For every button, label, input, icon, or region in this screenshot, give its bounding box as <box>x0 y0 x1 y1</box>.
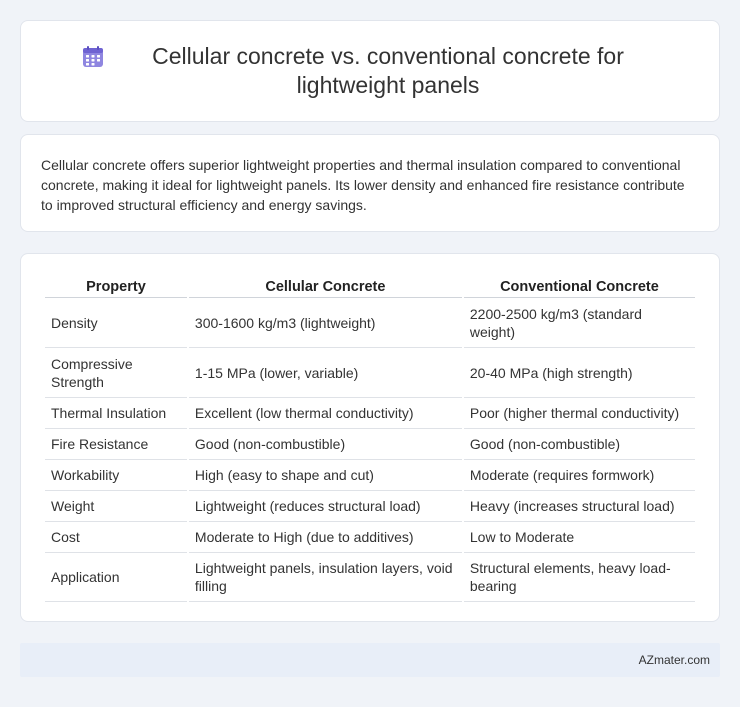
title-card <box>20 20 720 122</box>
summary-text: Cellular concrete offers superior lightweight properties and thermal insulation compared to conventional concrete, making it ideal for lightweight panels. Its lower density and enhanced fire resistance contribute to improved structural efficiency and energy savings. <box>41 157 685 213</box>
table-row <box>45 348 695 398</box>
table-cell: Moderate to High (due to additives) <box>189 522 462 553</box>
summary-card <box>20 134 720 232</box>
comparison-table <box>43 274 697 602</box>
header-cellular: Cellular Concrete <box>189 274 462 298</box>
footer-brand-link[interactable]: AZmater.com <box>638 653 710 667</box>
footer <box>20 643 720 677</box>
table-row <box>45 553 695 602</box>
header-conventional: Conventional Concrete <box>464 274 695 298</box>
title-wrap <box>81 42 659 100</box>
comparison-table-card <box>20 253 720 622</box>
table-row <box>45 429 695 460</box>
header-property: Property <box>45 274 187 298</box>
table-cell: 2200-2500 kg/m3 (standard weight) <box>464 298 695 348</box>
table-cell: Good (non-combustible) <box>464 429 695 460</box>
table-cell: Thermal Insulation <box>45 398 187 429</box>
table-cell: 20-40 MPa (high strength) <box>464 348 695 398</box>
calendar-icon <box>81 45 105 69</box>
table-row <box>45 522 695 553</box>
table-header-row <box>45 274 695 298</box>
table-cell: Excellent (low thermal conductivity) <box>189 398 462 429</box>
table-row <box>45 491 695 522</box>
table-row <box>45 398 695 429</box>
table-cell: Structural elements, heavy load-bearing <box>464 553 695 602</box>
table-cell: Heavy (increases structural load) <box>464 491 695 522</box>
table-cell: Weight <box>45 491 187 522</box>
table-cell: Low to Moderate <box>464 522 695 553</box>
table-cell: Poor (higher thermal conductivity) <box>464 398 695 429</box>
table-cell: Moderate (requires formwork) <box>464 460 695 491</box>
table-cell: Fire Resistance <box>45 429 187 460</box>
table-cell: Application <box>45 553 187 602</box>
table-cell: High (easy to shape and cut) <box>189 460 462 491</box>
table-cell: Cost <box>45 522 187 553</box>
table-cell: 300-1600 kg/m3 (lightweight) <box>189 298 462 348</box>
table-row <box>45 460 695 491</box>
table-cell: Lightweight panels, insulation layers, void filling <box>189 553 462 602</box>
page-title: Cellular concrete vs. conventional concrete for lightweight panels <box>152 43 624 98</box>
table-row <box>45 298 695 348</box>
table-cell: Good (non-combustible) <box>189 429 462 460</box>
table-cell: Density <box>45 298 187 348</box>
table-cell: Compressive Strength <box>45 348 187 398</box>
table-cell: Lightweight (reduces structural load) <box>189 491 462 522</box>
table-cell: 1-15 MPa (lower, variable) <box>189 348 462 398</box>
table-cell: Workability <box>45 460 187 491</box>
